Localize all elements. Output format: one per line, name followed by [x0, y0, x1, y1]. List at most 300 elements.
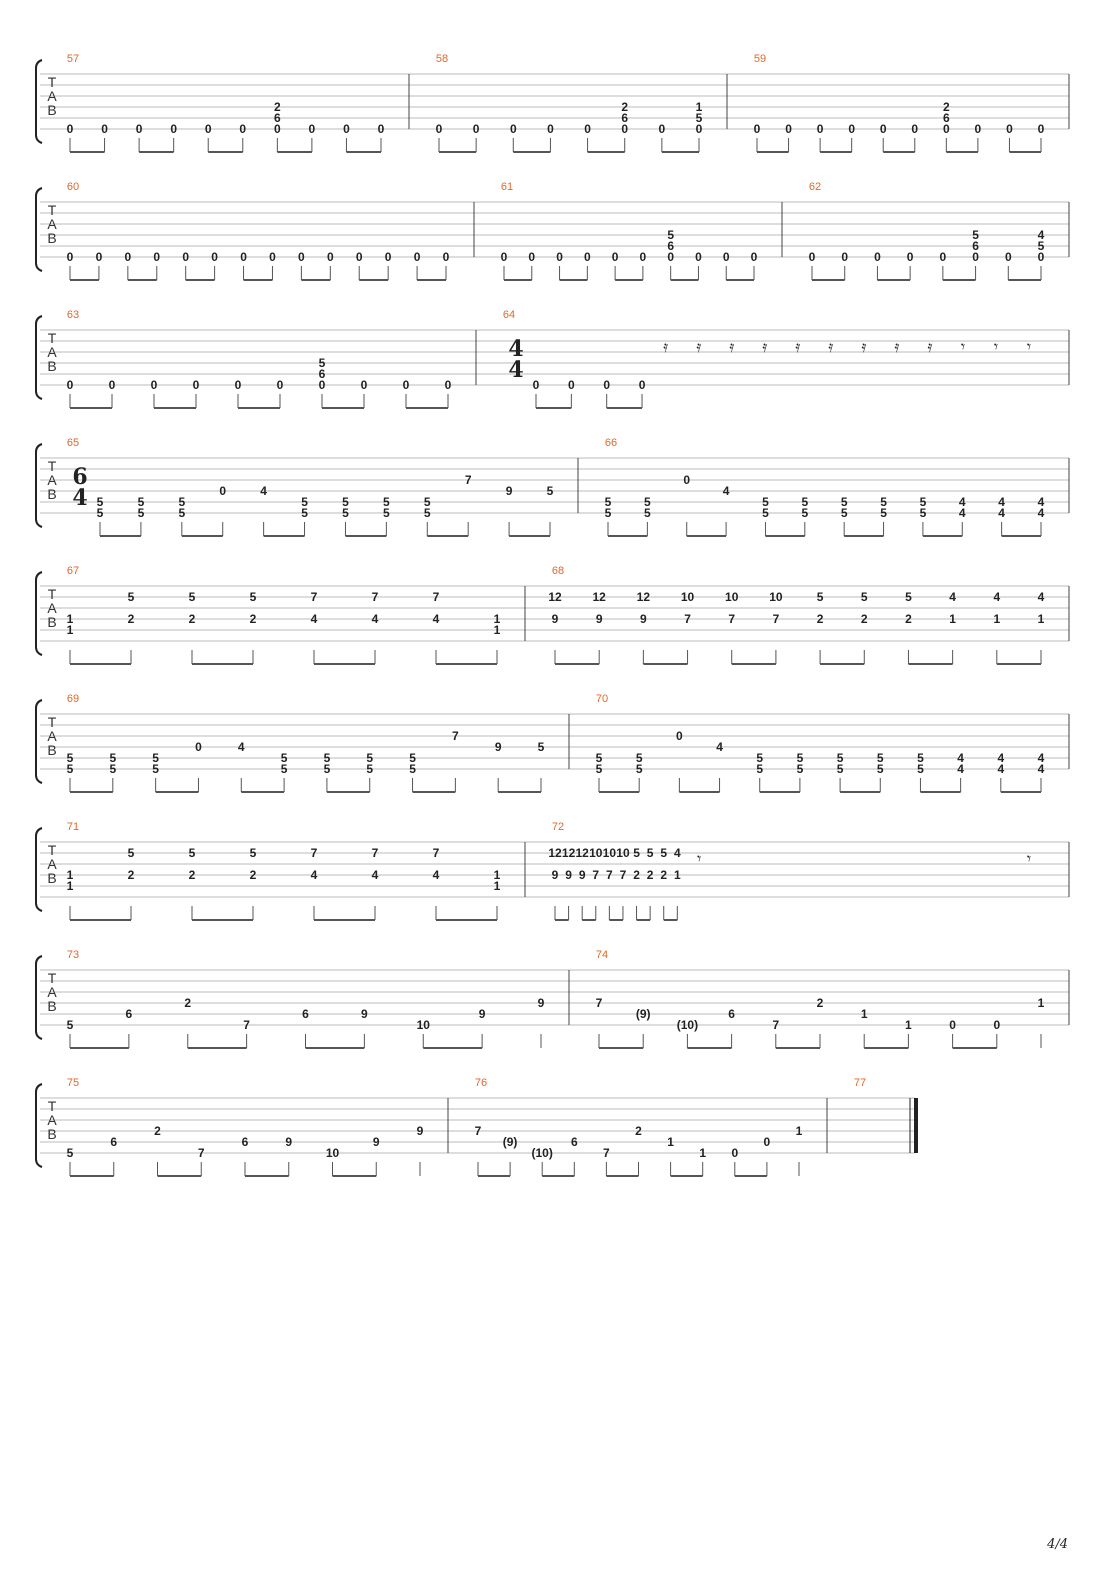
measure [548, 821, 1031, 920]
measure-number: 59 [753, 53, 767, 65]
tab-clef-letter: A [47, 1112, 57, 1128]
system-bracket [36, 572, 42, 655]
fret-number: 5 [876, 751, 884, 765]
fret-number: 0 [568, 378, 575, 392]
tab-system [36, 53, 1069, 152]
tab-clef-letter: B [47, 742, 57, 758]
time-signature-top: 4 [508, 336, 524, 362]
tab-system [36, 437, 1069, 536]
fret-number: 4 [1037, 495, 1045, 509]
tab-clef-letter: B [47, 614, 57, 630]
fret-number: 1 [673, 868, 681, 882]
measure-number: 66 [604, 437, 618, 449]
final-barline [914, 1098, 918, 1153]
fret-number: 0 [1037, 250, 1045, 264]
fret-number: 9 [361, 1007, 368, 1021]
fret-number: 1 [1037, 612, 1045, 626]
fret-number: 5 [383, 495, 390, 509]
fret-number: 0 [993, 1018, 1001, 1032]
fret-number: 7 [464, 473, 472, 487]
tab-clef-letter: B [47, 230, 57, 246]
fret-number: 6 [241, 1135, 249, 1149]
fret-number: (9) [635, 1007, 651, 1021]
measure [854, 1077, 866, 1089]
fret-number: 10 [325, 1146, 340, 1160]
fret-number: 0 [192, 378, 200, 392]
measure [67, 181, 450, 280]
fret-number: 4 [998, 495, 1005, 509]
fret-number: 2 [633, 868, 640, 882]
fret-number: 5 [66, 751, 74, 765]
fret-number: 7 [684, 612, 691, 626]
measure [475, 1077, 803, 1176]
fret-number: 5 [917, 762, 924, 776]
fret-number: 5 [660, 846, 668, 860]
fret-number: 10 [416, 1018, 430, 1032]
tab-clef-letter: T [47, 458, 57, 474]
fret-number: 0 [722, 250, 730, 264]
fret-number: 0 [841, 250, 849, 264]
measure-number: 75 [66, 1077, 80, 1089]
fret-number: 0 [444, 378, 452, 392]
fret-number: 5 [756, 751, 764, 765]
fret-number: 1 [66, 868, 74, 882]
measure-number: 63 [66, 309, 80, 321]
fret-number: 7 [243, 1018, 250, 1032]
fret-number: 0 [326, 250, 334, 264]
measure-number: 69 [66, 693, 80, 705]
fret-number: 5 [816, 590, 824, 604]
tab-clef-letter: A [47, 856, 57, 872]
fret-number: 5 [137, 506, 145, 520]
fret-number: 4 [997, 751, 1005, 765]
fret-number: 0 [731, 1146, 739, 1160]
fret-number: 5 [801, 495, 809, 509]
fret-number: 5 [109, 762, 117, 776]
fret-number: 0 [66, 378, 74, 392]
fret-number: 12 [636, 590, 651, 604]
system-bracket [36, 444, 42, 527]
fret-number: 0 [848, 122, 856, 136]
tab-clef-letter: B [47, 870, 57, 886]
fret-number: 2 [816, 612, 824, 626]
fret-number: 12 [548, 590, 562, 604]
measure [596, 949, 1045, 1048]
tab-system [36, 949, 1069, 1048]
time-signature-bottom: 4 [508, 357, 524, 383]
measure [596, 693, 1045, 792]
fret-number: 5 [667, 228, 675, 242]
fret-number: 0 [603, 378, 611, 392]
fret-number: 5 [301, 506, 308, 520]
fret-number: 7 [619, 868, 627, 882]
fret-number: 9 [551, 612, 559, 626]
fret-number: 0 [1006, 122, 1013, 136]
fret-number: 7 [432, 590, 440, 604]
fret-number: 5 [366, 762, 374, 776]
fret-number: 0 [384, 250, 392, 264]
fret-number: 0 [785, 122, 792, 136]
fret-number: 5 [409, 762, 416, 776]
fret-number: 5 [595, 762, 603, 776]
measure-number: 68 [551, 565, 565, 577]
tab-system [36, 565, 1069, 664]
tab-system [36, 1077, 918, 1176]
fret-number: 0 [298, 250, 305, 264]
tab-clef-letter: T [47, 74, 57, 90]
fret-number: 10 [680, 590, 695, 604]
fret-number: 5 [633, 846, 640, 860]
tab-clef-letter: A [47, 216, 57, 232]
fret-number: 0 [763, 1135, 771, 1149]
fret-number: 7 [371, 590, 379, 604]
fret-number: 5 [280, 751, 288, 765]
fret-number: 5 [546, 484, 554, 498]
fret-number: 5 [604, 506, 612, 520]
measure-number: 77 [853, 1077, 867, 1089]
fret-number: 5 [178, 495, 186, 509]
fret-number: 1 [66, 879, 74, 893]
fret-number: 0 [442, 250, 450, 264]
fret-number: 5 [917, 751, 924, 765]
fret-number: 0 [532, 378, 540, 392]
fret-number: 12 [548, 846, 562, 860]
fret-number: 1 [493, 623, 501, 637]
fret-number: 1 [493, 868, 501, 882]
measure-number: 72 [551, 821, 565, 833]
fret-number: 5 [762, 506, 769, 520]
fret-number: 5 [249, 846, 257, 860]
fret-number: 0 [695, 122, 703, 136]
fret-number: 2 [184, 996, 192, 1010]
fret-number: 5 [127, 590, 135, 604]
fret-number: 0 [639, 250, 647, 264]
fret-number: 10 [769, 590, 783, 604]
tab-clef-letter: T [47, 970, 57, 986]
fret-number: 6 [273, 111, 281, 125]
fret-number: 0 [195, 740, 202, 754]
fret-number: 0 [273, 122, 281, 136]
fret-number: 4 [716, 740, 723, 754]
fret-number: 6 [110, 1135, 118, 1149]
tab-clef-letter: A [47, 344, 57, 360]
fret-number: 10 [725, 590, 739, 604]
fret-number: 2 [905, 612, 912, 626]
fret-number: 0 [911, 122, 919, 136]
fret-number: 0 [879, 122, 887, 136]
fret-number: 4 [371, 612, 379, 626]
measure-number: 61 [500, 181, 514, 193]
fret-number: 5 [249, 590, 257, 604]
fret-number: 0 [942, 122, 950, 136]
fret-number: 0 [95, 250, 103, 264]
fret-number: 2 [635, 1124, 642, 1138]
fret-number: 4 [432, 868, 440, 882]
system-bracket [36, 316, 42, 399]
tab-clef-letter: T [47, 1098, 57, 1114]
measure [436, 53, 703, 152]
fret-number: 0 [204, 122, 212, 136]
sixteenth-rest: 𝄿 [696, 337, 702, 356]
measure [67, 309, 452, 408]
fret-number: 6 [125, 1007, 133, 1021]
fret-number: 9 [494, 740, 502, 754]
fret-number: 5 [860, 590, 868, 604]
fret-number: 0 [547, 122, 554, 136]
measure-number: 57 [66, 53, 80, 65]
fret-number: 5 [905, 590, 912, 604]
fret-number: 10 [589, 846, 603, 860]
fret-number: 4 [998, 506, 1005, 520]
fret-number: 5 [178, 506, 186, 520]
fret-number: 1 [795, 1124, 803, 1138]
fret-number: 4 [957, 751, 964, 765]
fret-number: 9 [578, 868, 586, 882]
fret-number: 5 [880, 495, 887, 509]
fret-number: 4 [993, 590, 1001, 604]
fret-number: 0 [360, 378, 368, 392]
fret-number: 6 [972, 239, 979, 253]
fret-number: 0 [676, 729, 683, 743]
measure-number: 65 [66, 437, 80, 449]
fret-number: 6 [318, 367, 326, 381]
fret-number: 9 [416, 1124, 424, 1138]
fret-number: 0 [276, 378, 284, 392]
fret-number: (10) [676, 1018, 699, 1032]
tab-clef-letter: B [47, 358, 57, 374]
fret-number: 5 [66, 1018, 74, 1032]
tab-clef-letter: T [47, 202, 57, 218]
fret-number: 4 [949, 590, 956, 604]
fret-number: 5 [423, 495, 431, 509]
fret-number: 5 [152, 751, 159, 765]
fret-number: 5 [96, 506, 104, 520]
measure [67, 53, 385, 152]
tab-system [36, 821, 1069, 920]
fret-number: 0 [972, 250, 979, 264]
fret-number: 2 [942, 100, 950, 114]
fret-number: 5 [644, 506, 651, 520]
fret-number: 0 [1004, 250, 1012, 264]
fret-number: 4 [1037, 506, 1045, 520]
fret-number: 7 [197, 1146, 205, 1160]
fret-number: 0 [66, 250, 74, 264]
fret-number: 6 [570, 1135, 578, 1149]
fret-number: 0 [343, 122, 350, 136]
fret-number: 5 [695, 111, 703, 125]
fret-number: 0 [124, 250, 132, 264]
fret-number: 5 [635, 762, 643, 776]
fret-number: 9 [640, 612, 647, 626]
eighth-rest: 𝄾 [1026, 849, 1032, 868]
time-signature-top: 6 [72, 464, 88, 490]
fret-number: 7 [772, 1018, 780, 1032]
fret-number: 6 [942, 111, 950, 125]
fret-number: 2 [154, 1124, 161, 1138]
fret-number: 2 [188, 612, 196, 626]
fret-number: 0 [974, 122, 982, 136]
fret-number: (9) [502, 1135, 518, 1149]
measure-number: 73 [66, 949, 80, 961]
fret-number: 1 [949, 612, 956, 626]
fret-number: 5 [972, 228, 979, 242]
fret-number: 12 [575, 846, 589, 860]
fret-number: 5 [919, 495, 927, 509]
fret-number: 5 [423, 506, 431, 520]
fret-number: 2 [249, 868, 257, 882]
fret-number: 5 [127, 846, 135, 860]
fret-number: 5 [537, 740, 545, 754]
measure [67, 821, 501, 920]
fret-number: 0 [753, 122, 761, 136]
fret-number: 0 [621, 122, 629, 136]
fret-number: 0 [182, 250, 190, 264]
measure [67, 693, 545, 792]
fret-number: 0 [318, 378, 326, 392]
fret-number: 5 [188, 846, 196, 860]
fret-number: 1 [905, 1018, 912, 1032]
fret-number: 7 [772, 612, 780, 626]
fret-number: 0 [695, 250, 702, 264]
fret-number: 4 [1037, 228, 1045, 242]
fret-number: 0 [874, 250, 881, 264]
tab-clef-letter: B [47, 1126, 57, 1142]
system-bracket [36, 956, 42, 1039]
fret-number: 1 [993, 612, 1001, 626]
fret-number: 7 [452, 729, 459, 743]
fret-number: 0 [66, 122, 74, 136]
fret-number: 0 [240, 250, 247, 264]
fret-number: 7 [606, 868, 613, 882]
fret-number: 9 [551, 868, 559, 882]
fret-number: 4 [310, 868, 318, 882]
fret-number: 10 [602, 846, 617, 860]
fret-number: 0 [377, 122, 385, 136]
measure-number: 74 [595, 949, 609, 961]
fret-number: 12 [592, 590, 606, 604]
fret-number: 0 [638, 378, 646, 392]
sixteenth-rest: 𝄿 [927, 337, 933, 356]
fret-number: 0 [135, 122, 143, 136]
fret-number: 0 [683, 473, 691, 487]
fret-number: 5 [840, 495, 848, 509]
fret-number: 4 [432, 612, 440, 626]
fret-number: 5 [66, 1146, 74, 1160]
tab-clef-letter: B [47, 486, 57, 502]
tab-clef-letter: A [47, 472, 57, 488]
measure [67, 949, 545, 1048]
fret-number: 5 [96, 495, 104, 509]
fret-number: 4 [1037, 762, 1045, 776]
measure-number: 70 [595, 693, 609, 705]
fret-number: 0 [939, 250, 947, 264]
fret-number: (10) [531, 1146, 553, 1160]
fret-number: 5 [646, 846, 654, 860]
measure [67, 1077, 424, 1176]
fret-number: 6 [667, 239, 675, 253]
fret-number: 0 [658, 122, 666, 136]
eighth-rest: 𝄾 [993, 337, 999, 356]
fret-number: 9 [595, 612, 603, 626]
fret-number: 4 [371, 868, 379, 882]
eighth-rest: 𝄾 [696, 849, 702, 868]
fret-number: 5 [301, 495, 308, 509]
tab-clef-letter: T [47, 714, 57, 730]
fret-number: 5 [280, 762, 288, 776]
measure [809, 181, 1045, 280]
fret-number: 5 [342, 506, 349, 520]
fret-number: 5 [318, 356, 326, 370]
fret-number: 0 [583, 250, 591, 264]
fret-number: 0 [108, 378, 116, 392]
fret-number: 0 [402, 378, 410, 392]
fret-number: 7 [595, 996, 603, 1010]
fret-number: 4 [1037, 751, 1045, 765]
sixteenth-rest: 𝄿 [762, 337, 768, 356]
fret-number: 5 [595, 751, 603, 765]
time-signature-bottom: 4 [72, 485, 88, 511]
system-bracket [36, 60, 42, 143]
fret-number: 2 [188, 868, 196, 882]
fret-number: 9 [478, 1007, 486, 1021]
fret-number: 10 [616, 846, 630, 860]
fret-number: 5 [409, 751, 416, 765]
fret-number: 0 [528, 250, 536, 264]
system-bracket [36, 828, 42, 911]
fret-number: 7 [310, 590, 318, 604]
fret-number: 2 [660, 868, 668, 882]
measure-number: 58 [435, 53, 449, 65]
fret-number: 5 [342, 495, 349, 509]
fret-number: 0 [584, 122, 591, 136]
sixteenth-rest: 𝄿 [795, 337, 801, 356]
fret-number: 0 [949, 1018, 956, 1032]
fret-number: 4 [958, 506, 966, 520]
fret-number: 0 [500, 250, 508, 264]
fret-number: 2 [646, 868, 654, 882]
fret-number: 7 [603, 1146, 610, 1160]
fret-number: 0 [234, 378, 242, 392]
measure-number: 60 [66, 181, 80, 193]
fret-number: 0 [219, 484, 227, 498]
fret-number: 5 [1037, 239, 1045, 253]
fret-number: 0 [413, 250, 421, 264]
fret-number: 12 [561, 846, 576, 860]
fret-number: 5 [840, 506, 848, 520]
fret-number: 4 [310, 612, 318, 626]
measure-number: 76 [474, 1077, 488, 1089]
fret-number: 0 [816, 122, 824, 136]
fret-number: 2 [249, 612, 257, 626]
measure [67, 437, 554, 536]
fret-number: 5 [836, 762, 844, 776]
fret-number: 4 [260, 484, 267, 498]
fret-number: 1 [667, 1135, 674, 1149]
fret-number: 6 [302, 1007, 309, 1021]
fret-number: 0 [355, 250, 363, 264]
fret-number: 4 [957, 762, 964, 776]
measure-number: 62 [808, 181, 822, 193]
fret-number: 6 [621, 111, 629, 125]
sixteenth-rest: 𝄿 [894, 337, 900, 356]
tab-clef-letter: T [47, 330, 57, 346]
fret-number: 5 [756, 762, 764, 776]
fret-number: 5 [137, 495, 145, 509]
fret-number: 0 [1037, 122, 1045, 136]
measure [605, 437, 1045, 536]
tab-clef-letter: A [47, 984, 57, 1000]
tab-clef-letter: T [47, 842, 57, 858]
